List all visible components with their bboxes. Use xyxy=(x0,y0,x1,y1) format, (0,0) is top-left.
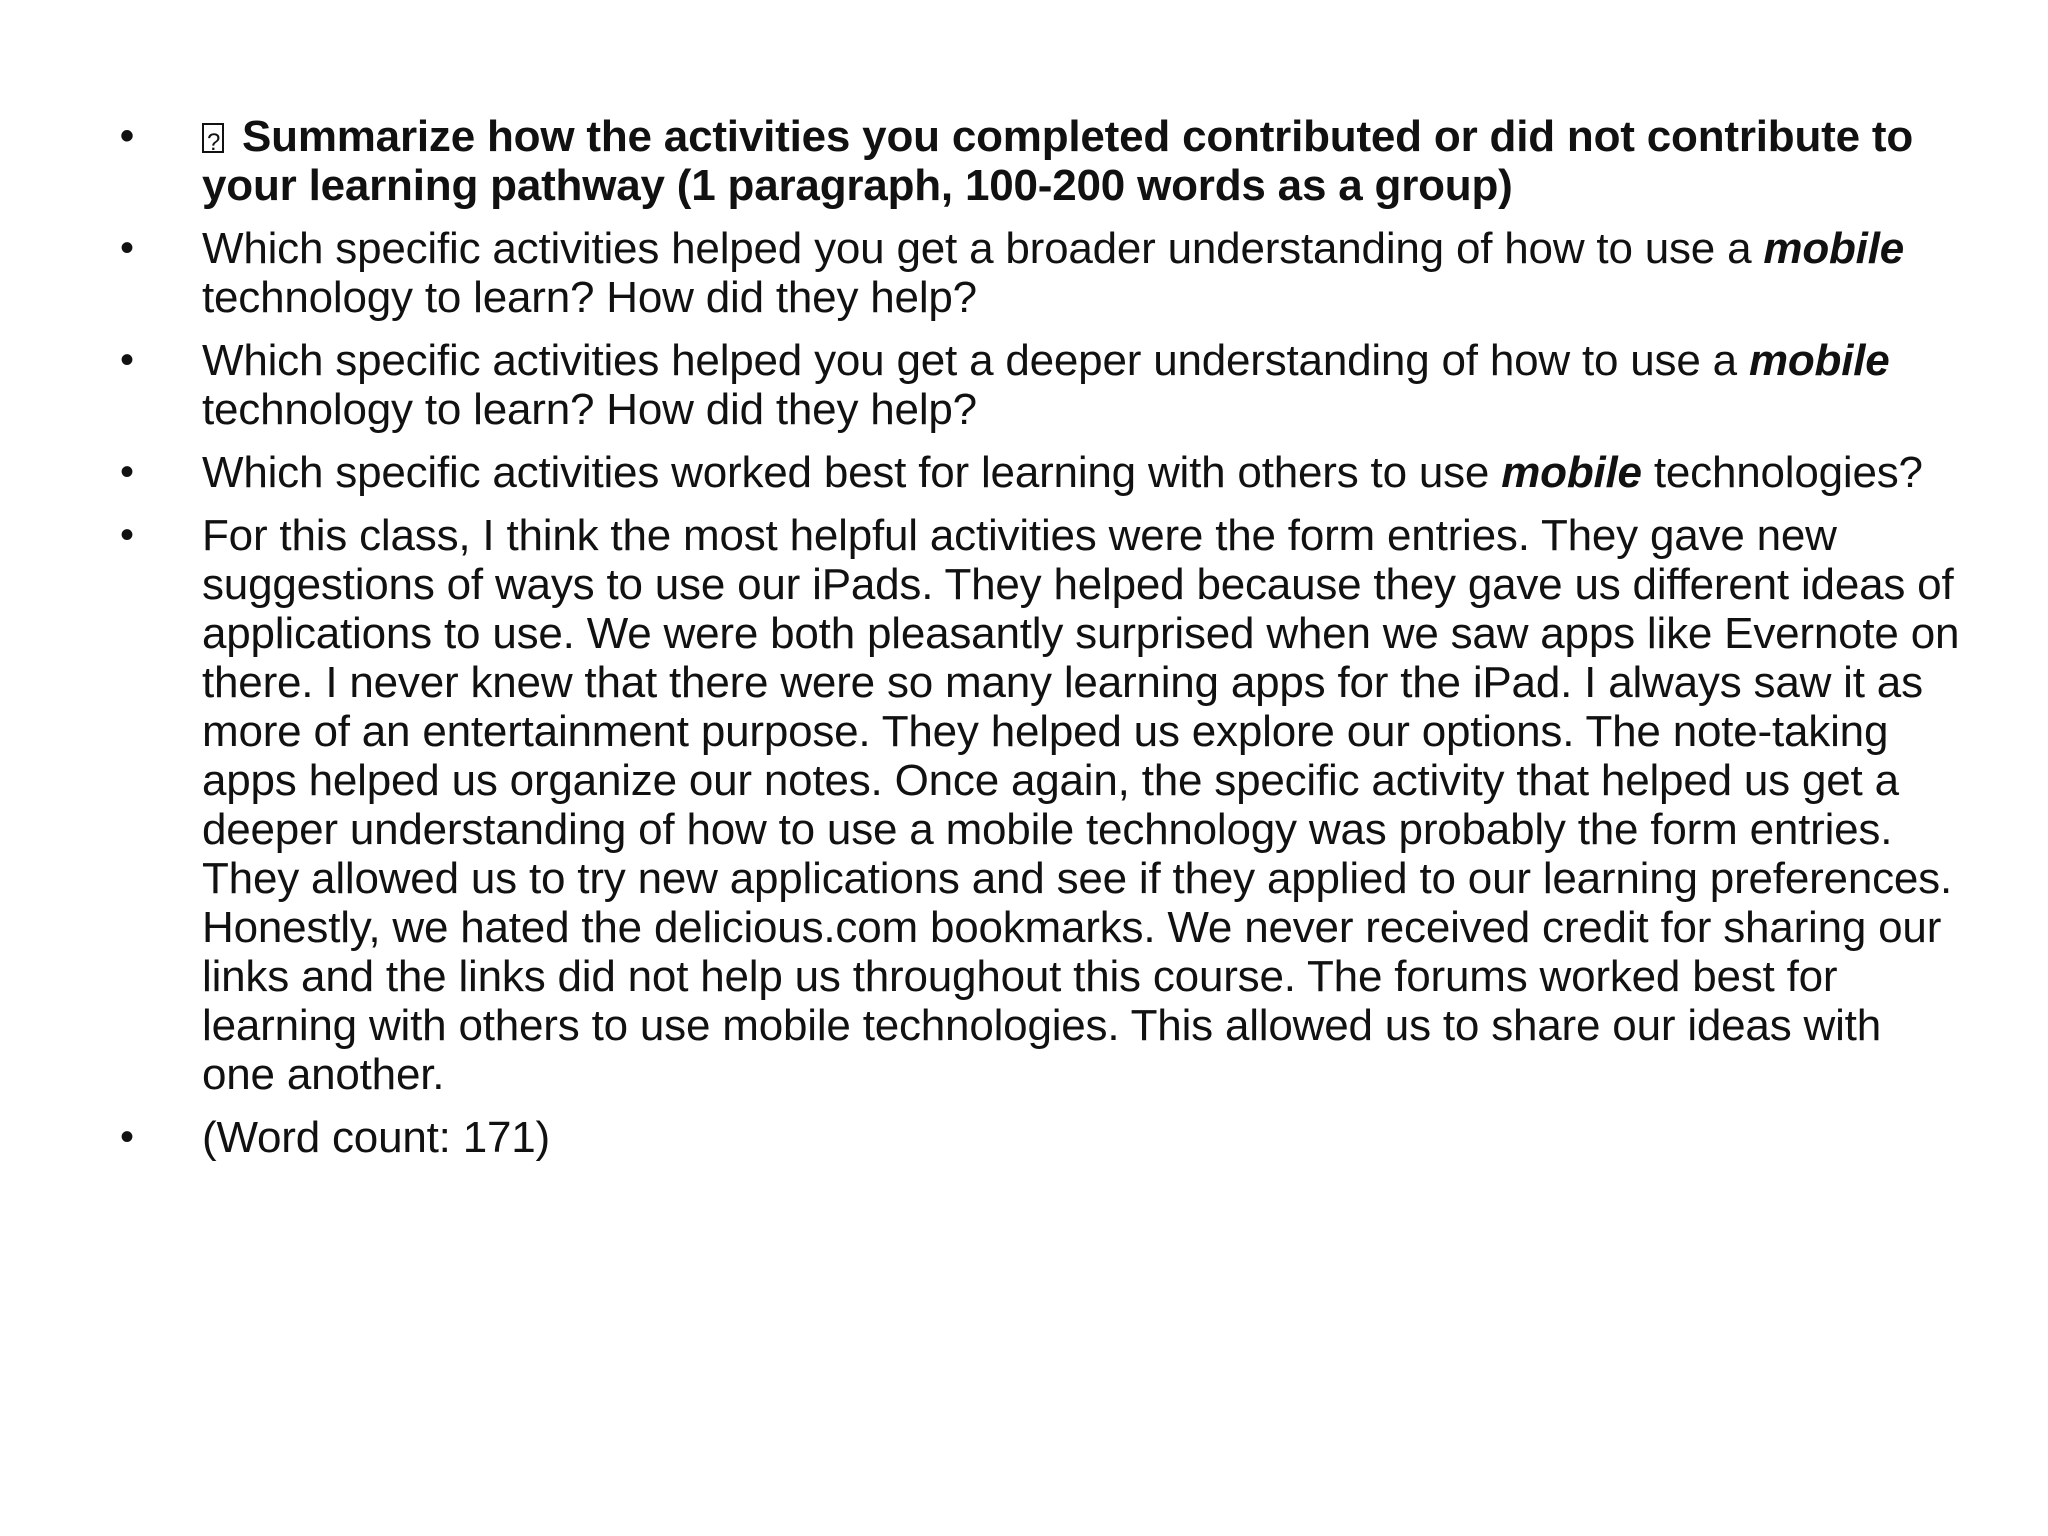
bullet-marker: • xyxy=(120,1115,134,1159)
bullet-marker: • xyxy=(120,338,134,382)
others-question-text-end: technologies? xyxy=(1641,448,1923,497)
bullet-response-paragraph xyxy=(120,511,1960,1099)
bullet-broader-question xyxy=(120,224,1960,322)
bullet-marker: • xyxy=(120,114,134,158)
bullet-deeper-question xyxy=(120,336,1960,434)
broader-question-text-end: technology to learn? How did they help? xyxy=(202,273,977,322)
deeper-question-text-start: Which specific activities helped you get a deeper understanding of how to use a xyxy=(202,336,1749,385)
response-paragraph-text: For this class, I think the most helpful activities were the form entries. They gave new suggestions of ways to use our iPads. They helped because they gave us different ideas of applications to use. We were both pleasantly surprised when we saw apps like Evernote on there. I never knew that there were so many learning apps for the iPad. I always saw it as more of an entertainment purpose. They helped us explore our options. The note-taking apps helped us organize our notes. Once again, the specific activity that helped us get a deeper understanding of how to use a mobile technology was probably the form entries. They allowed us to try new applications and see if they applied to our learning preferences. Honestly, we hated the delicious.com bookmarks. We never received credit for sharing our links and the links did not help us throughout this course. The forums worked best for learning with others to use mobile technologies. This allowed us to share our ideas with one another. xyxy=(202,511,1960,1099)
broader-question-text-start: Which specific activities helped you get a broader understanding of how to use a xyxy=(202,224,1764,273)
deeper-question-emphasis: mobile xyxy=(1748,336,1890,385)
summary-prompt-text: Summarize how the activities you completed contributed or did not contribute to your learning pathway (1 paragraph, 100-200 words as a group) xyxy=(202,112,1914,210)
bullet-summary-prompt xyxy=(120,112,1960,210)
bullet-marker: • xyxy=(120,226,134,270)
missing-glyph-icon xyxy=(202,123,224,153)
deeper-question-text-end: technology to learn? How did they help? xyxy=(202,385,977,434)
others-question-emphasis: mobile xyxy=(1501,448,1642,497)
bullet-others-question xyxy=(120,448,1960,497)
word-count-text: (Word count: 171) xyxy=(202,1113,550,1162)
broader-question-emphasis: mobile xyxy=(1763,224,1905,273)
bullet-marker: • xyxy=(120,450,134,494)
bullet-marker: • xyxy=(120,513,134,557)
others-question-text-start: Which specific activities worked best for learning with others to use xyxy=(202,448,1502,497)
bullet-list xyxy=(120,112,1960,1176)
bullet-word-count xyxy=(120,1113,1960,1162)
